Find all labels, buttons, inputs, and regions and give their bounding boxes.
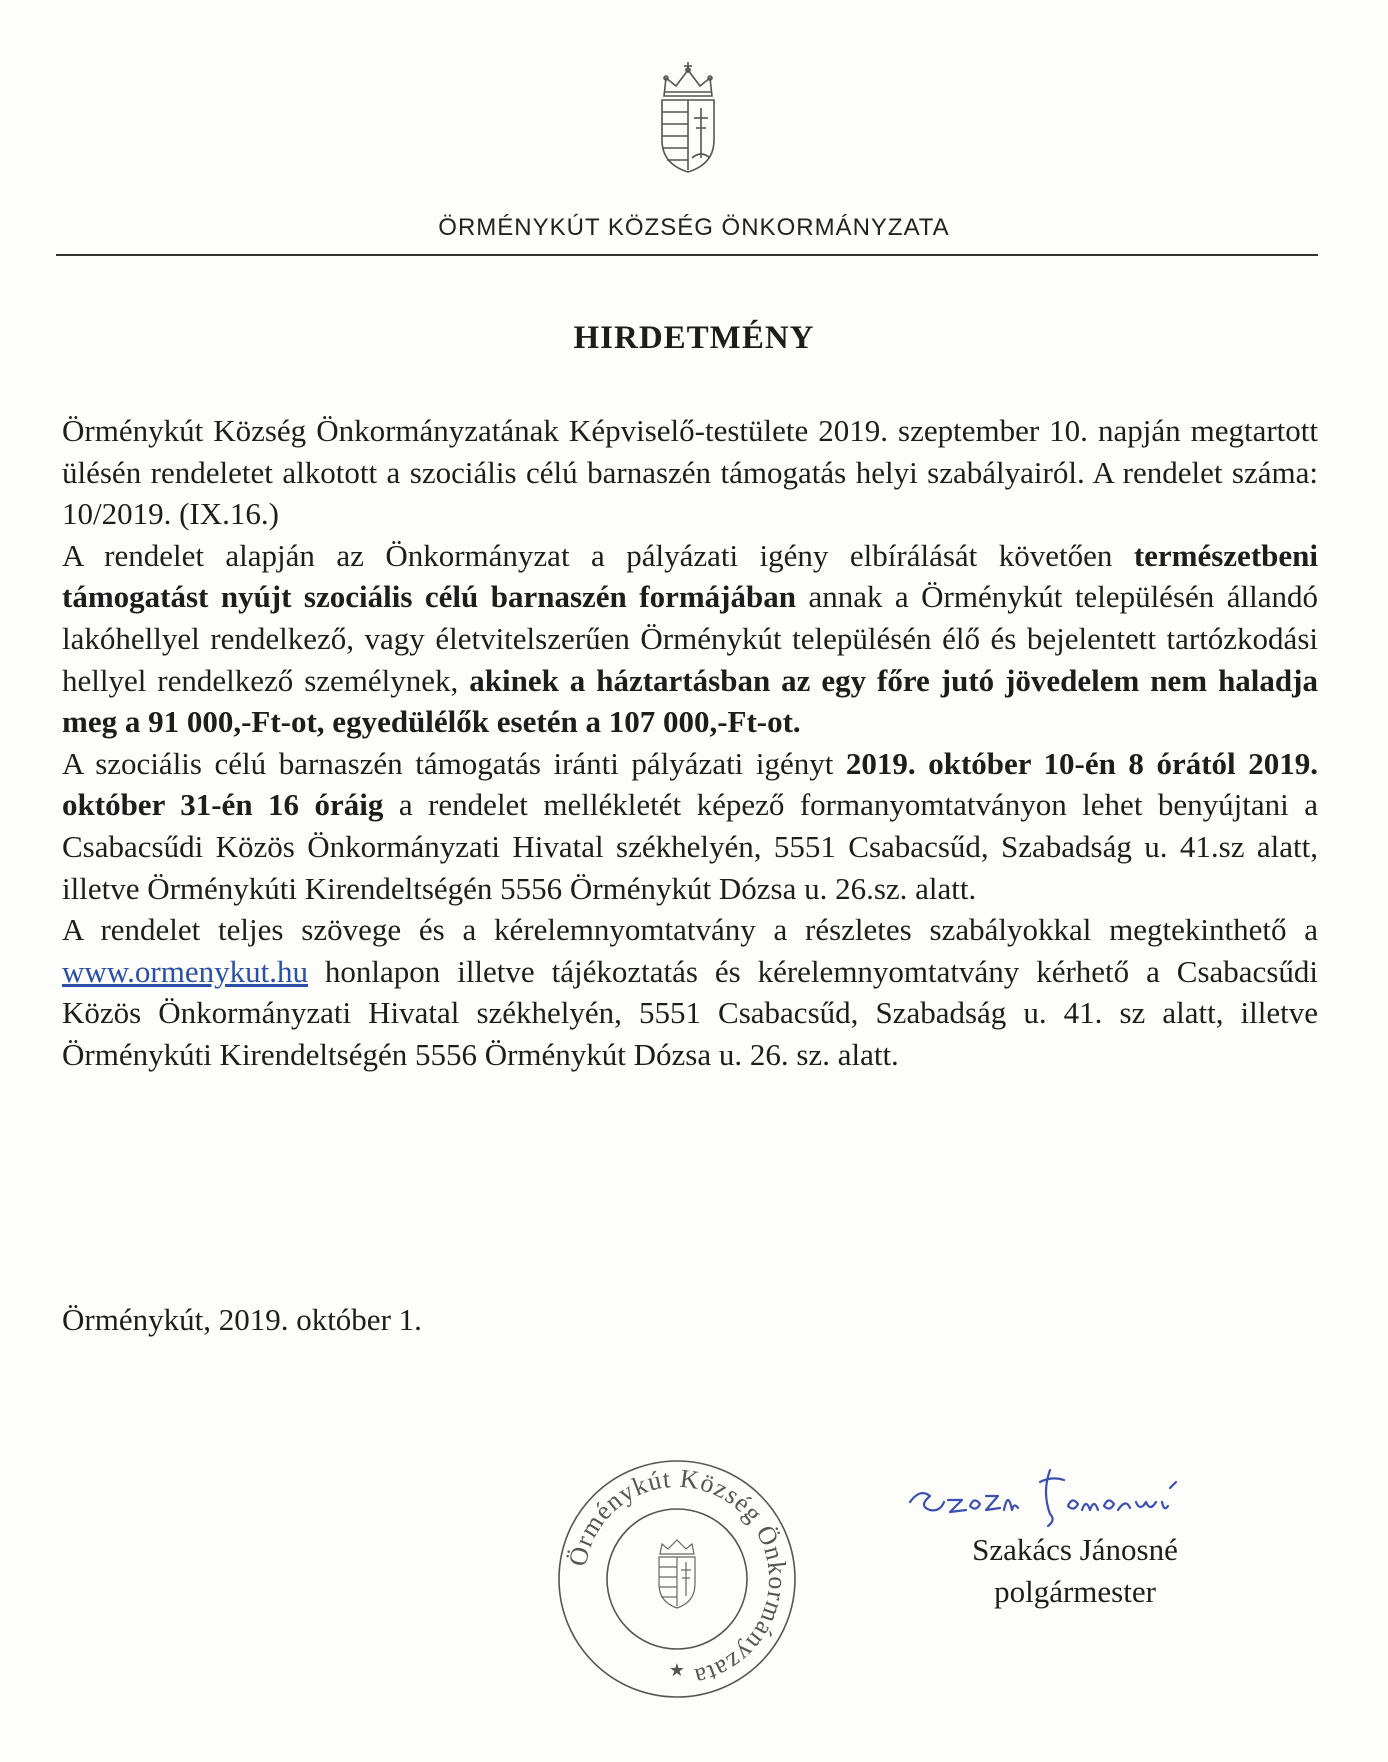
paragraph-4-text-b: honlapon illetve tájékoztatás és kérelemnyomtatvány kérhető a Csabacsűdi Közös Önkormányzati Hivatal székhelyén, 5551 Csabacsűd, Szabadság u. 41. sz alatt, illetve Örménykúti Kirendeltségén 5556 Örménykút Dózsa u. 26. sz. alatt.: [62, 953, 1318, 1072]
paragraph-3-bold: 2019. október 10-én 8 órától 2019. október 31-én 16 óráig: [62, 745, 1318, 823]
document-title: HIRDETMÉNY: [573, 320, 815, 356]
organization-header: [0, 214, 1388, 242]
paragraph-2-bold-a: természetbeni támogatást nyújt szociális célú barnaszén formájában: [62, 537, 1318, 615]
coat-of-arms-icon: [652, 58, 724, 176]
website-link[interactable]: www.ormenykut.hu: [62, 953, 308, 989]
dateline: Örménykút, 2019. október 1.: [62, 1302, 422, 1337]
paragraph-4-text-a: A rendelet teljes szövege és a kérelemnyomtatvány a részletes szabályokkal megtekinthető a: [62, 912, 1318, 948]
paragraph-2-text-a: A rendelet alapján az Önkormányzat a pályázati igény elbírálását követően: [62, 537, 1134, 573]
paragraph-2: [62, 535, 1318, 743]
handwritten-signature: [900, 1462, 1220, 1534]
header-divider: [56, 254, 1318, 256]
official-stamp: [552, 1454, 802, 1704]
paragraph-2-text-b: annak a Örménykút településén állandó lakóhellyel rendelkező, vagy életvitelszerűen Örménykút településén élő és bejelentett tartózkodási hellyel rendelkező személynek,: [62, 579, 1318, 698]
paragraph-4: [62, 909, 1318, 1075]
paragraph-3-text-a: A szociális célú barnaszén támogatás iránti pályázati igényt: [62, 745, 846, 781]
document-body: [62, 410, 1318, 1076]
paragraph-1: Örménykút Község Önkormányzatának Képviselő-testülete 2019. szeptember 10. napján megtartott ülésén rendeletet alkotott a szociális célú barnaszén támogatás helyi szabályairól. A rendelet száma: 10/2019. (IX.16.): [62, 413, 1318, 532]
paragraph-2-bold-b: akinek a háztartásban az egy főre jutó jövedelem nem haladja meg a 91 000,-Ft-ot, egyedülélők esetén a 107 000,-Ft-ot.: [62, 662, 1318, 740]
svg-text:★: ★: [668, 1660, 686, 1681]
signer-name: Szakács Jánosné: [972, 1532, 1178, 1567]
paragraph-3: [62, 743, 1318, 909]
organization-name: ÖRMÉNYKÚT KÖZSÉG ÖNKORMÁNYZATA: [438, 214, 950, 241]
paragraph-3-text-b: a rendelet mellékletét képező formanyomtatványon lehet benyújtani a Csabacsűdi Közös Önkormányzati Hivatal székhelyén, 5551 Csabacsűd, Szabadság u. 41.sz alatt, illetve Örménykúti Kirendeltségén 5556 Örménykút Dózsa u. 26.sz. alatt.: [62, 787, 1318, 906]
signer-title: polgármester: [994, 1574, 1156, 1609]
svg-text:Örménykút Község Önkormányzata: Örménykút Község Önkormányzata: [562, 1463, 793, 1693]
